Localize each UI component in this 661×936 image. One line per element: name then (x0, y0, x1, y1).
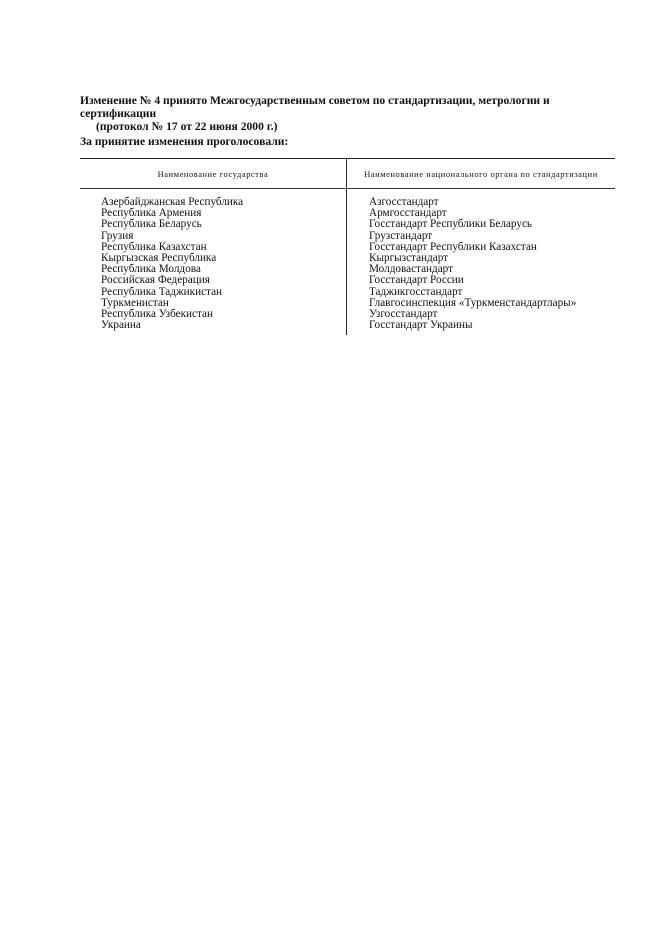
state-cell: Туркменистан (101, 296, 169, 309)
table-top-rule (80, 158, 615, 159)
state-cell: Республика Молдова (101, 263, 201, 276)
amendment-heading-line2: (протокол № 17 от 22 июня 2000 г.) (96, 120, 278, 133)
amendment-heading (80, 94, 625, 133)
standards-body-cell: Грузстандарт (369, 229, 433, 242)
amendment-heading-line1: Изменение № 4 принято Межгосударственным советом по стандартизации, метрологии и сертификации (80, 94, 550, 120)
standards-body-cell: Армгосстандарт (369, 207, 447, 220)
standards-body-cell: Госстандарт Республики Беларусь (369, 218, 533, 231)
standards-body-cell: Молдовастандарт (369, 263, 454, 276)
state-cell: Украина (101, 319, 141, 332)
column-header-state: Наименование государства (157, 170, 269, 179)
standards-body-cell: Главгосинспекция «Туркменстандартлары» (369, 296, 577, 309)
standards-body-cell: Госстандарт Республики Казахстан (369, 240, 537, 253)
state-cell: Республика Узбекистан (101, 307, 213, 320)
standards-body-cell: Кыргызстандарт (369, 251, 449, 264)
state-cell: Республика Казахстан (101, 240, 207, 253)
standards-body-cell: Таджикгосстандарт (369, 285, 463, 298)
standards-body-list (369, 197, 576, 331)
standards-body-cell: Узгосстандарт (369, 307, 438, 320)
state-cell: Республика Таджикистан (101, 285, 223, 298)
standards-body-cell: Госстандарт России (369, 274, 464, 287)
standards-body-cell: Азгосстандарт (369, 196, 439, 208)
voted-label: За принятие изменения проголосовали: (80, 135, 289, 148)
state-list (101, 197, 243, 331)
state-cell: Российская Федерация (101, 274, 210, 287)
column-header-body: Наименование национального органа по стандартизации (364, 170, 598, 179)
state-cell: Грузия (101, 229, 134, 242)
standards-body-cell: Госстандарт Украины (369, 319, 473, 332)
table-column-divider (346, 159, 347, 335)
state-cell: Азербайджанская Республика (101, 196, 244, 208)
state-cell: Республика Армения (101, 207, 202, 220)
table-header-rule (80, 188, 615, 189)
state-cell: Республика Беларусь (101, 218, 202, 231)
state-cell: Кыргызская Республика (101, 251, 217, 264)
